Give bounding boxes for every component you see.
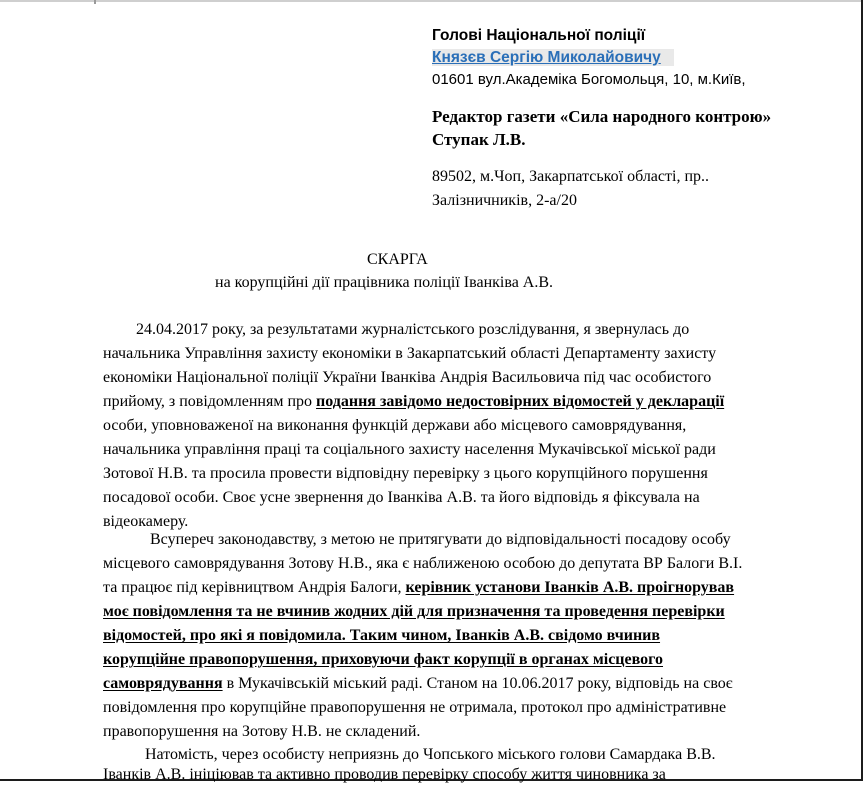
recipient2-address-line1: 89502, м.Чоп, Закарпатської області, пр.. — [432, 168, 710, 185]
recipient2-address-line2: Залізничників, 2-а/20 — [432, 192, 577, 209]
recipient1-title: Голові Національної поліції — [432, 27, 646, 44]
recipient2-title: Редактор газети «Сила народного контрою» — [432, 107, 772, 126]
p1-line8: посадової особи. Своє усне звернення до Іванківа А.В. та його відповідь я фіксувала на — [103, 489, 700, 506]
p2-line6: корупційне правопорушення, приховуючи факт корупції в органах місцевого — [103, 651, 664, 668]
p2-line8: повідомлення про корупційне правопорушення не отримала, протокол про адміністративне — [103, 699, 727, 716]
p2-line1: Всупереч законодавству, з метою не притягувати до відповідальності посадову особу — [150, 531, 731, 548]
p1-line5: особи, уповноваженої на виконання функцій держави або місцевого самоврядування, — [103, 417, 687, 434]
p2-emphasis-tail: самоврядування — [103, 675, 223, 692]
p3-line1: Натомість, через особисту неприязнь до Чопського міського голови Самардака В.В. — [145, 746, 716, 763]
p2-line3 — [103, 578, 734, 598]
p1-line4 — [103, 392, 724, 412]
recipient1-address: 01601 вул.Академіка Богомольця, 10, м.Київ, — [432, 71, 746, 88]
p2-line7-text: в Мукачівській міський раді. Станом на 10.06.2017 року, відповідь на своє — [222, 675, 733, 692]
p1-line3: економіки Національної поліції України Іванківа Андрія Васильовича під час особистого — [103, 369, 712, 386]
document-subtitle: на корупційні дії працівника поліції Іванківа А.В. — [215, 274, 554, 291]
p1-line6: начальника управління праці та соціального захисту населення Мукачівської міської ради — [103, 441, 716, 458]
p2-line9: правопорушення на Зотову Н.В. не складений. — [103, 723, 421, 740]
p2-line2: місцевого самоврядування Зотову Н.В., яка є наближеною особою до депутата ВР Балоги В.І. — [103, 555, 743, 572]
p2-emphasis-head: керівник установи Іванків А.В. проігнорував — [405, 579, 735, 596]
recipient1-name-block — [432, 48, 674, 68]
recipient1-name[interactable]: Князєв Сергію Миколайовичу — [432, 49, 661, 66]
p1-line1: 24.04.2017 року, за результатами журналістського розслідування, я звернулась до — [136, 321, 690, 338]
p1-line4-text: прийому, з повідомленням про — [103, 393, 317, 410]
p1-line2: начальника Управління захисту економіки в Закарпатський області Департаменту захисту — [103, 345, 717, 362]
p2-line7 — [103, 674, 733, 694]
p2-line3-text: та працює під керівництвом Андрія Балоги, — [103, 579, 406, 596]
p3-line2: Іванків А.В. ініціював та активно проводив перевірку способу життя чиновника за — [103, 766, 666, 783]
recipient2-name: Ступак Л.В. — [432, 130, 526, 149]
p1-line7: Зотової Н.В. та просила провести відповідну перевірку з цього корупційного порушення — [103, 465, 708, 482]
p2-line5: відомостей, про які я повідомила. Таким чином, Іванків А.В. свідомо вчинив — [103, 627, 661, 644]
p1-line9: відеокамеру. — [103, 513, 189, 530]
p1-emphasis-false-declaration: подання завідомо недостовірних відомостей у декларації — [316, 393, 725, 410]
document-title: СКАРГА — [367, 251, 428, 268]
p2-line4: моє повідомлення та не вчинив жодних дій для призначення та проведення перевірки — [103, 603, 725, 620]
